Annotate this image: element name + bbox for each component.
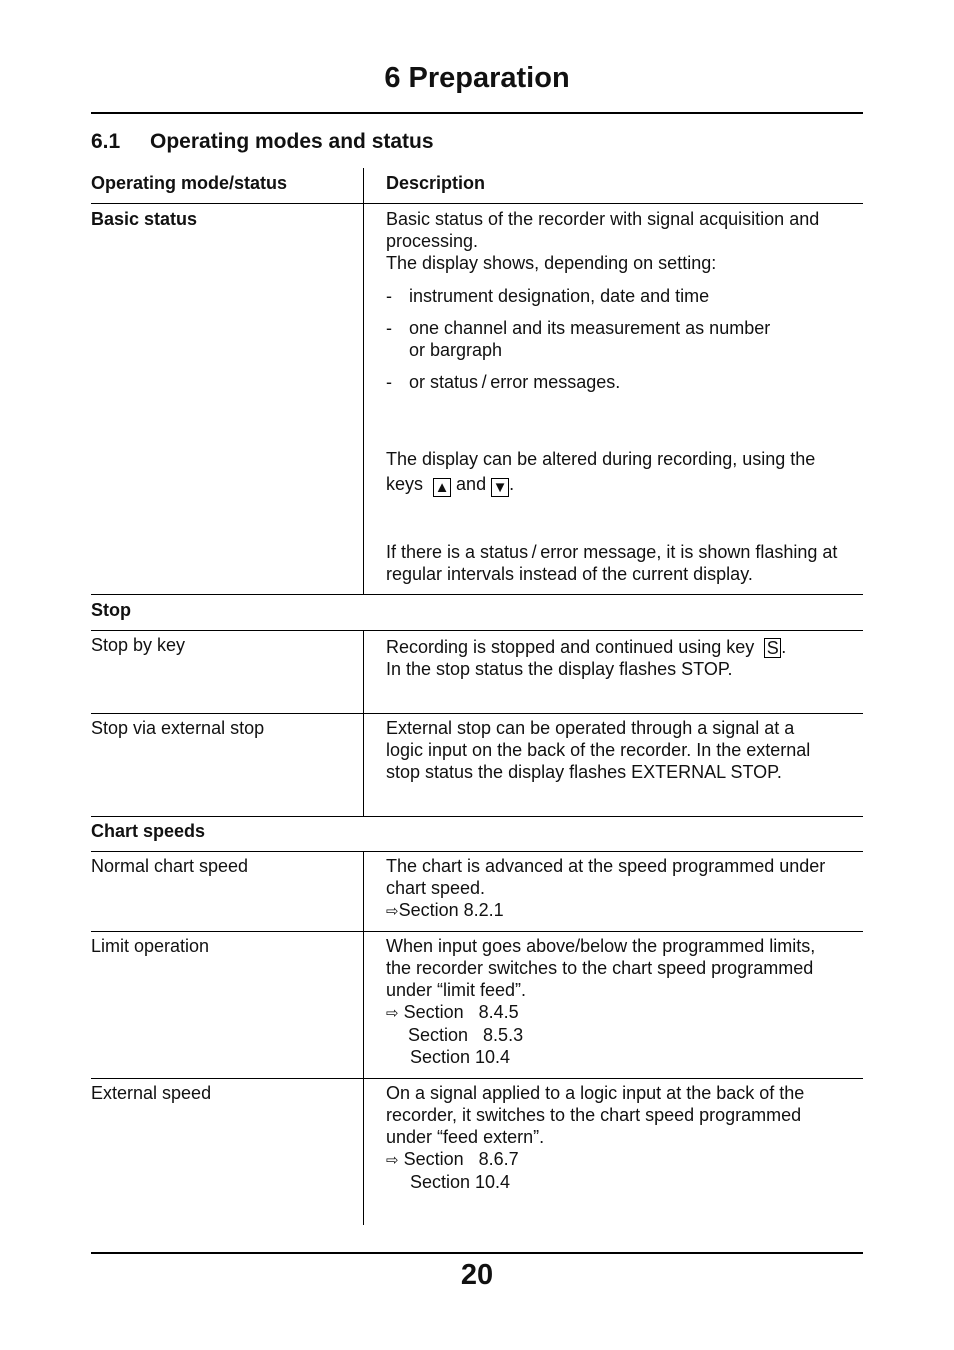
limit-operation-description: [386, 935, 862, 1068]
bullet-item: [386, 285, 709, 307]
text-line: The display can be altered during recording, using the: [386, 449, 816, 469]
text-line: chart speed.: [386, 878, 486, 898]
reference-text: Section 8.2.1: [398, 900, 504, 920]
text-fragment: and: [456, 474, 487, 494]
table-divider: [91, 816, 863, 817]
column-header-description: Description: [386, 173, 486, 193]
section-number: 6.1: [91, 130, 121, 153]
text-fragment: keys: [386, 474, 424, 494]
row-label-stop-by-key: Stop by key: [91, 635, 186, 655]
bullet-dash: -: [386, 372, 392, 392]
bullet-text: instrument designation, date and time: [409, 286, 710, 306]
arrow-right-icon: ⇨: [386, 1004, 399, 1022]
status-flash-note: [386, 541, 862, 585]
table-divider: [91, 931, 863, 932]
text-line: On a signal applied to a logic input at the back of the: [386, 1083, 805, 1103]
reference-text: Section 8.4.5: [403, 1002, 519, 1022]
bullet-item: [386, 317, 770, 361]
section-reference: Section 10.4: [410, 1047, 511, 1067]
display-alter-note: [386, 448, 862, 497]
section-reference: Section 8.5.3: [408, 1025, 524, 1045]
header-rule: [91, 112, 863, 114]
row-label-external-speed: External speed: [91, 1083, 212, 1103]
footer-rule: [91, 1252, 863, 1254]
bullet-dash: -: [386, 318, 392, 338]
page-title: 6 Preparation: [384, 62, 570, 94]
table-divider: [91, 203, 863, 204]
stop-by-key-description: [386, 636, 862, 680]
arrow-right-icon: ⇨: [386, 902, 399, 920]
normal-speed-description: [386, 855, 862, 922]
text-line: External stop can be operated through a signal at a: [386, 718, 795, 738]
table-divider: [91, 630, 863, 631]
row-label-limit-operation: Limit operation: [91, 936, 210, 956]
table-divider: [91, 851, 863, 852]
stop-key-icon: S: [764, 638, 781, 658]
page-number: 20: [460, 1259, 494, 1291]
text-line: under “limit feed”.: [386, 980, 527, 1000]
text-line: When input goes above/below the programmed limits,: [386, 936, 816, 956]
text-line: The chart is advanced at the speed programmed under: [386, 856, 826, 876]
bullet-text: or status / error messages.: [409, 372, 621, 392]
group-heading-stop: Stop: [91, 600, 131, 620]
text-fragment: .: [509, 474, 515, 494]
row-label-stop-external: Stop via external stop: [91, 718, 265, 738]
bullet-text: or bargraph: [409, 340, 503, 360]
text-fragment: .: [781, 637, 787, 657]
down-key-icon: ▼: [492, 479, 508, 496]
column-divider: [363, 168, 364, 594]
text-line: The display shows, depending on setting:: [386, 253, 717, 273]
text-line: under “feed extern”.: [386, 1127, 545, 1147]
text-line: logic input on the back of the recorder. In the external: [386, 740, 811, 760]
text-line: stop status the display flashes EXTERNAL STOP.: [386, 762, 782, 782]
external-speed-description: [386, 1082, 862, 1193]
section-heading: [91, 130, 434, 154]
text-line: recorder, it switches to the chart speed programmed: [386, 1105, 802, 1125]
text-line: processing.: [386, 231, 479, 251]
arrow-right-icon: ⇨: [386, 1151, 399, 1169]
text-line: the recorder switches to the chart speed programmed: [386, 958, 814, 978]
column-divider: [363, 851, 364, 1225]
reference-text: Section 8.6.7: [403, 1149, 519, 1169]
column-header-mode: Operating mode/status: [91, 173, 288, 193]
text-line: In the stop status the display flashes STOP.: [386, 659, 733, 679]
section-reference: [386, 899, 862, 922]
table-divider: [91, 713, 863, 714]
text-line: If there is a status / error message, it is shown flashing at: [386, 542, 838, 562]
text-fragment: Recording is stopped and continued using key: [386, 637, 755, 657]
up-key-icon: ▲: [434, 479, 450, 496]
text-line: Basic status of the recorder with signal acquisition and: [386, 209, 820, 229]
bullet-item: [386, 371, 620, 393]
table-divider: [91, 1078, 863, 1079]
section-reference: [386, 1148, 862, 1171]
stop-external-description: [386, 717, 862, 783]
section-reference: Section 10.4: [410, 1172, 511, 1192]
column-divider: [363, 630, 364, 816]
basic-status-description: [386, 208, 862, 274]
row-label-normal-speed: Normal chart speed: [91, 856, 249, 876]
section-title: Operating modes and status: [150, 130, 434, 153]
bullet-dash: -: [386, 286, 392, 306]
row-label-basic-status: Basic status: [91, 209, 198, 229]
table-divider: [91, 594, 863, 595]
text-line: regular intervals instead of the current display.: [386, 564, 753, 584]
bullet-text: one channel and its measurement as number: [409, 318, 771, 338]
group-heading-chart-speeds: Chart speeds: [91, 821, 206, 841]
section-reference: [386, 1001, 862, 1024]
